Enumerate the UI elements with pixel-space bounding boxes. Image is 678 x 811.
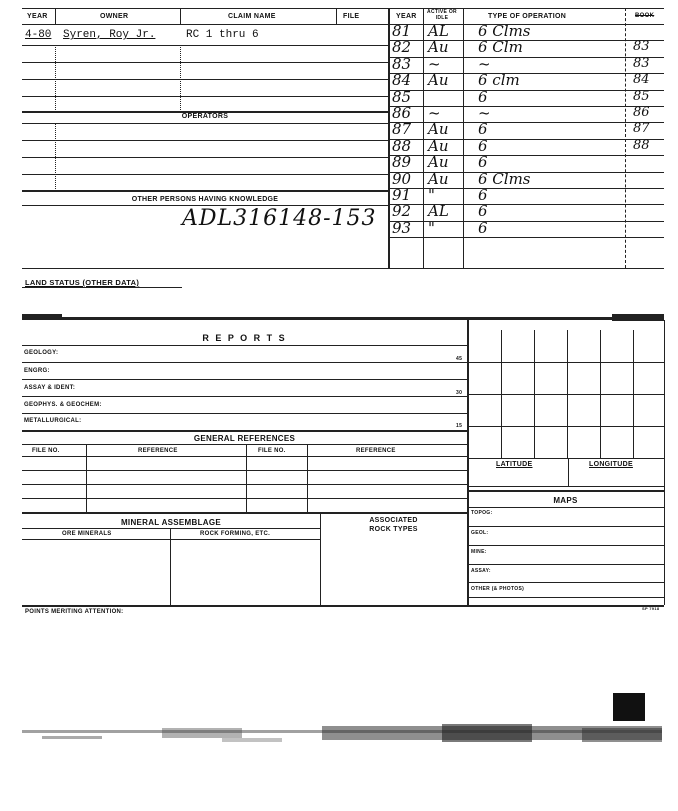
activity-row-type: 6 [478,87,488,106]
associated-rock-types-1: ASSOCIATED [369,517,418,524]
activity-row-type: 6 clm [478,71,520,90]
points-meriting-attention: POINTS MERITING ATTENTION: [25,609,124,615]
activity-row-status: ~ [428,104,441,122]
land-status-label: LAND STATUS (OTHER DATA) [25,278,140,287]
other-persons-label: OTHER PERSONS HAVING KNOWLEDGE [131,196,279,203]
activity-row-status: Au [428,153,449,172]
activity-row-status: Au [428,169,449,188]
ref-reference: REFERENCE [138,448,178,454]
reports-n45: 45 [456,356,463,362]
activity-row-page: 86 [633,105,650,120]
maps-other: OTHER (& PHOTOS) [471,586,525,592]
header-type-of-operation: TYPE OF OPERATION [488,13,567,20]
general-references-title: GENERAL REFERENCES [193,434,296,443]
activity-row-year: 88 [392,136,412,155]
maps-title: MAPS [553,496,578,505]
activity-row-type: 6 [478,136,488,155]
reports-geophys: GEOPHYS. & GEOCHEM: [24,402,102,408]
header-active-or-idle: ACTIVE OR IDLE [427,9,457,21]
header-claim-name: CLAIM NAME [228,13,276,20]
activity-row-year: 93 [392,218,412,237]
rock-forming-label: ROCK FORMING, ETC. [200,531,271,537]
other-persons-entry: ADL316148-153 [182,206,377,231]
activity-row-year: 91 [392,186,412,204]
activity-row-year: 87 [392,120,412,139]
activity-row-type: 6 Clm [478,38,523,57]
activity-row-year: 81 [392,22,412,40]
activity-row-year: 90 [392,169,412,188]
activity-row-page: 83 [633,55,650,71]
activity-row-status: AL [428,202,449,221]
maps-mine: MINE: [471,549,487,555]
reports-metallurgical: METALLURGICAL: [24,418,82,424]
activity-row-status: " [428,218,435,237]
activity-row-page: 85 [633,88,650,104]
activity-row-type: 6 [478,153,488,172]
scan-artifact-strip [22,720,662,752]
associated-rock-types-2: ROCK TYPES [369,526,418,533]
header-file: FILE [343,13,360,20]
maps-topog: TOPOG: [471,510,493,516]
activity-row-page: 87 [633,121,650,137]
ore-minerals-label: ORE MINERALS [62,531,112,537]
maps-assay: ASSAY: [471,568,491,574]
activity-row-status: Au [428,71,449,90]
activity-row-status: AL [428,22,449,40]
activity-row-year: 83 [392,54,412,73]
activity-row-status: Au [428,38,449,57]
activity-row-type: 6 [478,186,488,204]
header-year: YEAR [27,13,48,20]
activity-row-year: 86 [392,104,412,122]
owner-entry-year: 4-80 [25,29,52,41]
ref-file-no: FILE NO. [32,448,60,454]
operators-label: OPERATORS [181,113,229,120]
activity-row-type: 6 [478,120,488,139]
ref-file-no-2: FILE NO. [258,448,286,454]
activity-row-type: 6 Clms [478,22,531,40]
header-year-2: YEAR [396,13,417,20]
longitude-label: LONGITUDE [589,461,633,468]
activity-row-type: ~ [478,104,491,122]
owner-entry-claim: RC 1 thru 6 [186,29,259,41]
maps-geol: GEOL: [471,530,489,536]
activity-row-type: 6 [478,218,488,237]
activity-row-year: 85 [392,87,412,106]
activity-row-page: 83 [633,39,650,55]
form-number: SP 7918 [642,606,660,611]
reports-assay: ASSAY & IDENT: [24,385,76,391]
activity-row-status: ~ [428,54,441,73]
owner-entry-name: Syren, Roy Jr. [63,29,156,41]
scan-artifact-block [613,693,645,721]
reports-n30: 30 [456,390,463,396]
activity-row-page: 88 [633,137,650,153]
activity-row-year: 92 [392,202,412,221]
activity-row-status: Au [428,120,449,139]
activity-row-status: Au [428,136,449,155]
reports-geology: GEOLOGY: [24,350,59,356]
reports-engrg: ENGRG: [24,368,50,374]
activity-row-type: 6 [478,202,488,221]
activity-row-type: 6 Clms [478,169,531,188]
mineral-assemblage-title: MINERAL ASSEMBLAGE [120,518,222,527]
reports-title: R E P O R T S [202,333,287,343]
activity-row-year: 84 [392,71,412,90]
header-book: BOOK [635,13,655,19]
latitude-label: LATITUDE [496,461,533,468]
ref-reference-2: REFERENCE [356,448,396,454]
activity-row-year: 82 [392,38,412,57]
activity-row-type: ~ [478,54,491,73]
activity-row-page: 84 [633,72,650,88]
reports-n15: 15 [456,423,463,429]
activity-row-status: " [428,186,435,204]
header-owner: OWNER [100,13,129,20]
activity-row-year: 89 [392,153,412,172]
